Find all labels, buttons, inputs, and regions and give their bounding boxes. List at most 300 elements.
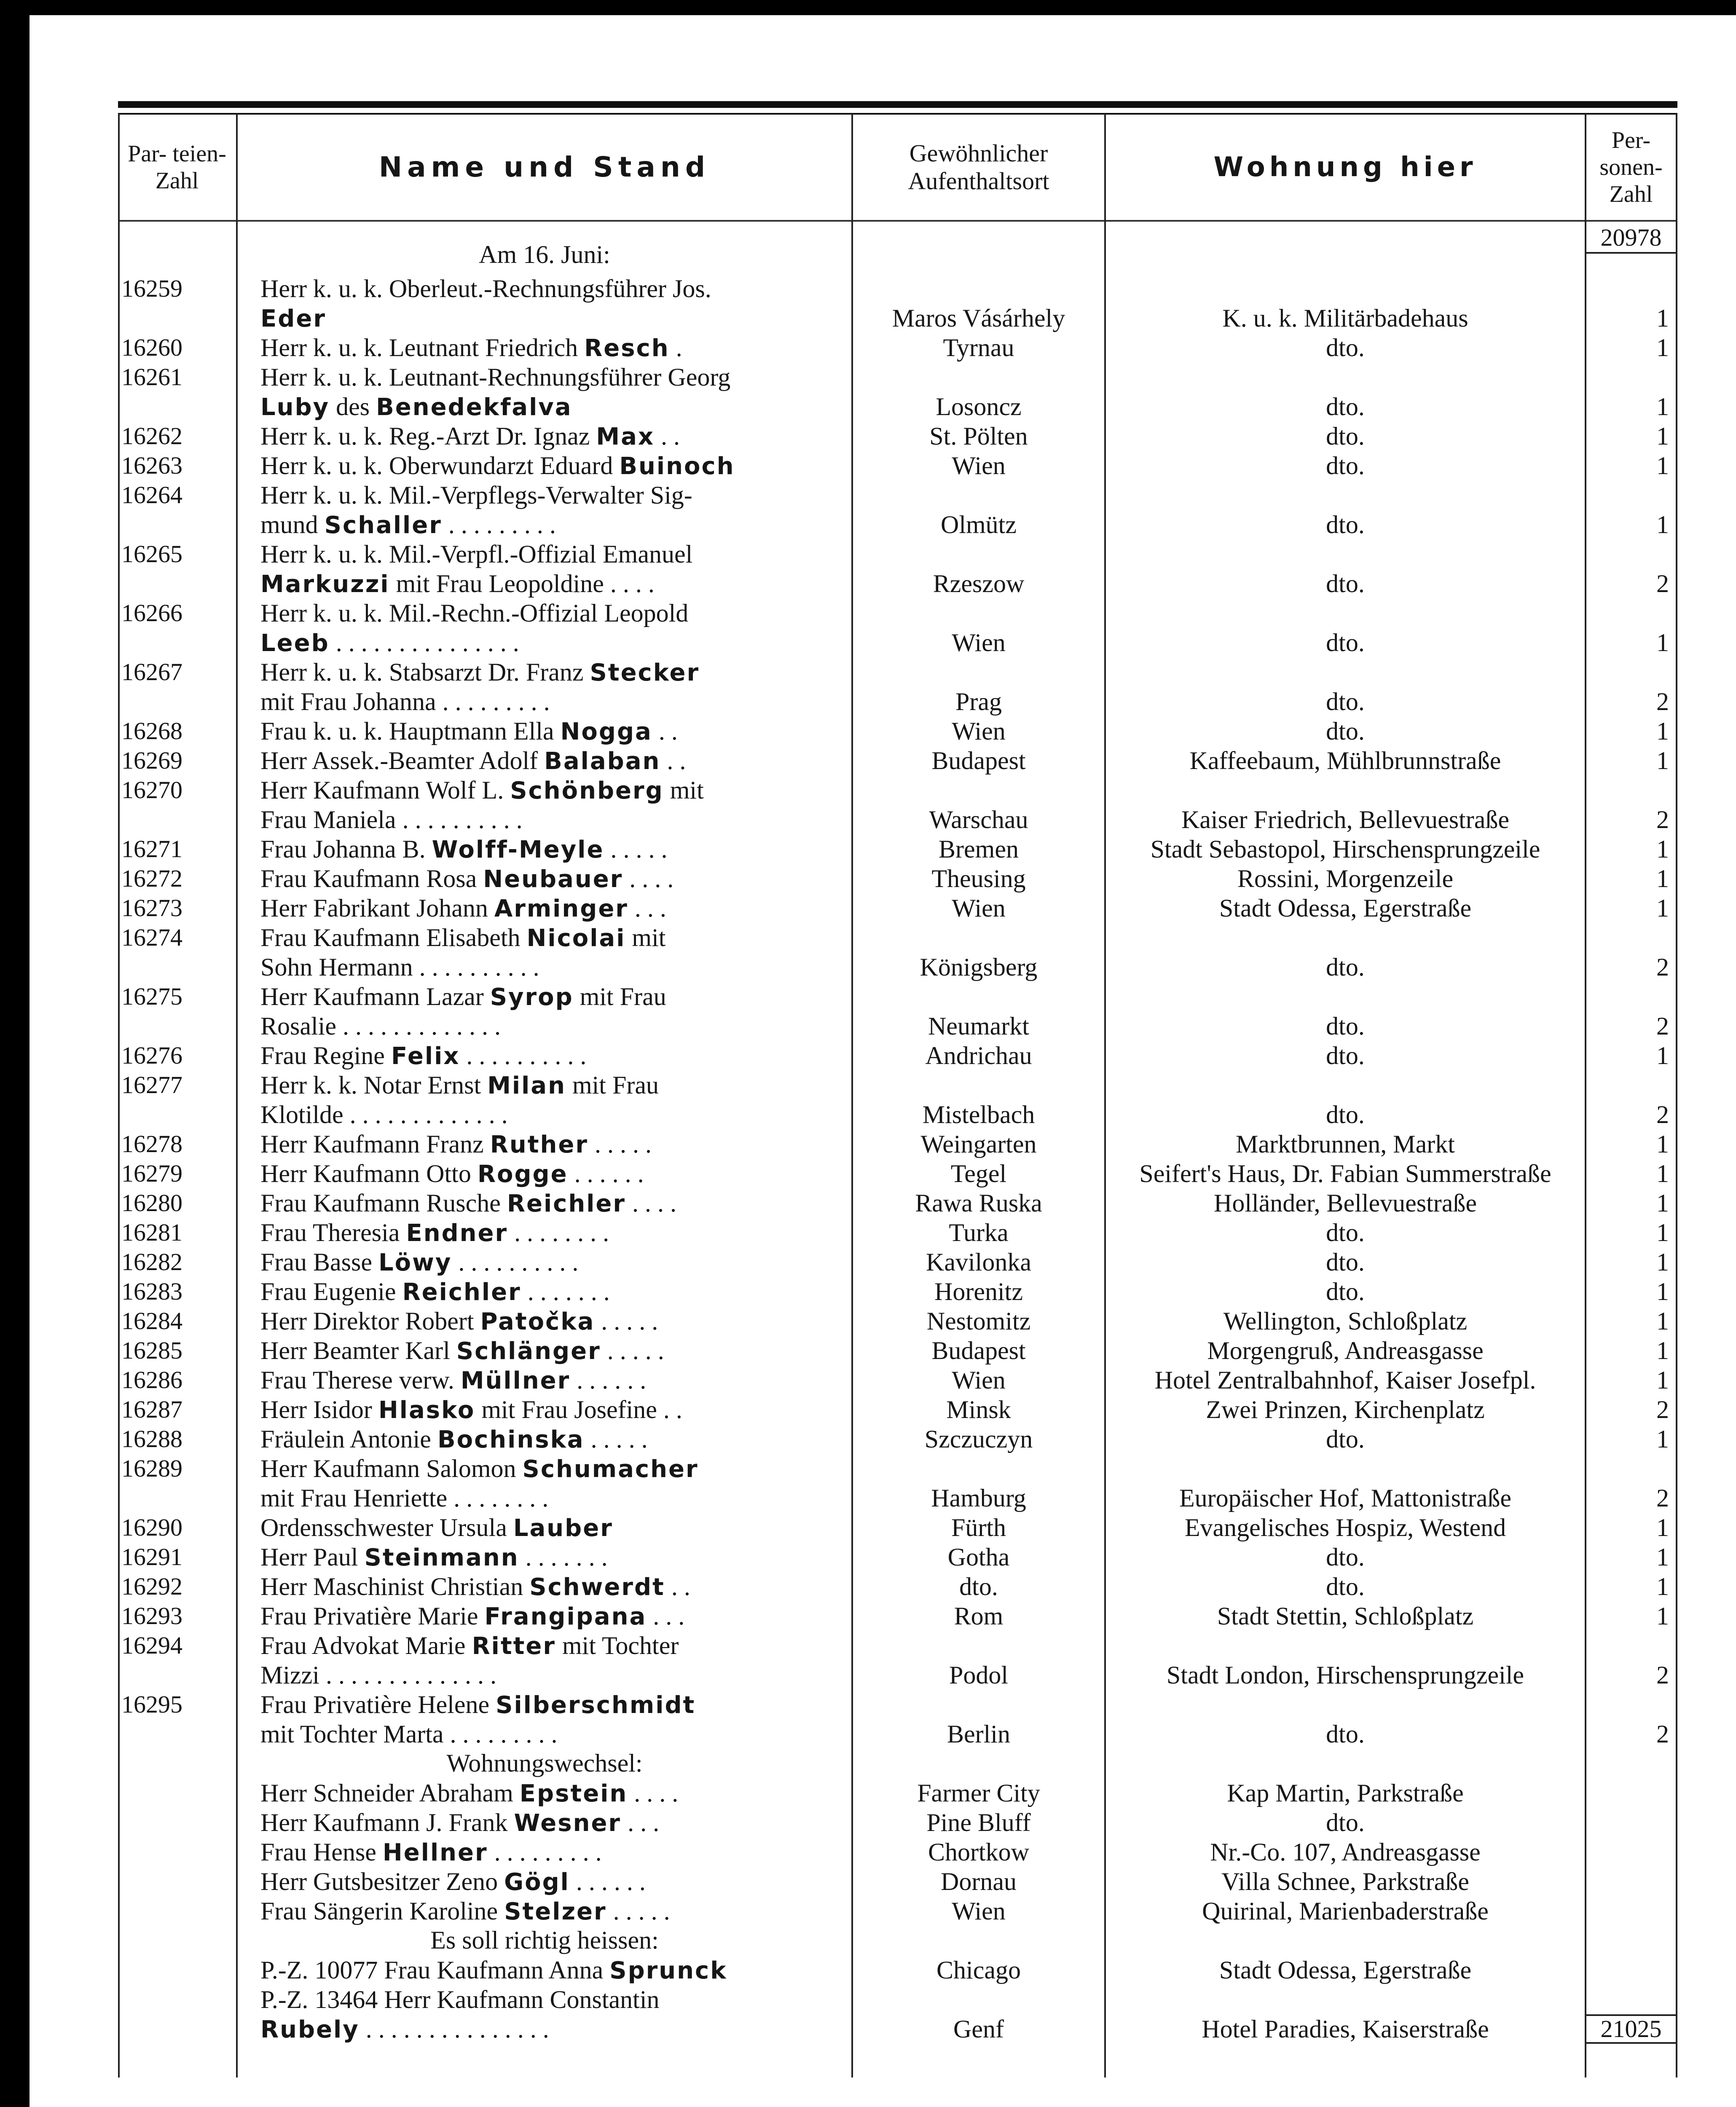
name-line: Klotilde . . . . . . . . . . . . . [260,1101,508,1129]
register-page [118,101,1677,2078]
origin: Wien [952,717,1006,745]
register-note [118,1778,1677,1808]
persons-count: 1 [1656,511,1669,539]
register-entry [118,1631,1677,1690]
party-number: 16294 [121,1632,182,1659]
persons-count: 1 [1656,1543,1669,1571]
origin: Olmütz [941,511,1017,539]
name-and-status [260,1896,846,1926]
party-number: 16282 [121,1248,182,1276]
name-line: Frau Therese verw. Müllner . . . . . . [260,1366,647,1394]
address: Villa Schnee, Parkstraße [1221,1868,1469,1895]
name-and-status [260,1247,846,1277]
name-line: Herr Fabrikant Johann Arminger . . . [260,894,666,922]
persons-count: 1 [1656,1278,1669,1305]
party-number: 16273 [121,894,182,922]
address: dto. [1326,953,1365,981]
name-and-status [260,333,846,362]
name-line: Mizzi . . . . . . . . . . . . . . [260,1661,496,1689]
name-and-status [260,1985,846,2044]
register-entry [118,421,1677,451]
corrections-heading: Es soll richtig heissen: [430,1926,659,1954]
surname: Wolff-Meyle [432,836,604,863]
party-number: 16279 [121,1160,182,1187]
address: Marktbrunnen, Markt [1236,1130,1455,1158]
surname: Balaban [544,748,661,775]
address: Stadt Stettin, Schloßplatz [1217,1602,1474,1630]
surname: Schaller [324,512,442,539]
surname: Luby [260,394,330,421]
surname: Stelzer [504,1898,607,1925]
name-and-status [260,1601,846,1631]
register-entry [118,1041,1677,1070]
address: Seifert's Haus, Dr. Fabian Summerstraße [1139,1160,1551,1188]
name-line: P.-Z. 13464 Herr Kaufmann Constantin [260,1986,660,2013]
name-line: Herr Kaufmann Franz Ruther . . . . . [260,1130,652,1158]
name-and-status [260,746,846,775]
origin: Tegel [950,1160,1007,1188]
name-line: Herr Kaufmann Salomon Schumacher [260,1455,699,1483]
address: dto. [1326,1248,1365,1276]
origin: Berlin [947,1720,1010,1748]
party-number: 16290 [121,1514,182,1541]
address: dto. [1326,1012,1365,1040]
register-entry [118,982,1677,1041]
address: Europäischer Hof, Mattonistraße [1179,1484,1512,1512]
address: Stadt London, Hirschensprungzeile [1166,1661,1524,1689]
persons-count: 1 [1656,835,1669,863]
name-line: Frau Eugenie Reichler . . . . . . . [260,1278,610,1306]
name-and-status [260,1188,846,1218]
name-line [260,303,846,333]
party-number: 16266 [121,599,182,627]
register-entry [118,480,1677,539]
address: Evangelisches Hospiz, Westend [1184,1514,1506,1541]
name-line: Frau Advokat Marie Ritter mit Tochter [260,1632,679,1660]
name-line: Markuzzi mit Frau Leopoldine . . . . [260,570,655,598]
name-and-status [260,1277,846,1306]
name-and-status [260,1837,846,1867]
origin: Bremen [939,835,1019,863]
name-line: Herr k. u. k. Reg.-Arzt Dr. Ignaz Max . . [260,422,680,450]
persons-count: 1 [1656,304,1669,332]
surname: Löwy [378,1249,452,1276]
address: dto. [1326,688,1365,716]
address: dto. [1326,717,1365,745]
party-number: 16281 [121,1219,182,1246]
origin: Theusing [931,865,1026,893]
surname: Arminger [494,895,628,922]
party-number: 16262 [121,422,182,450]
name-line: Herr Assek.-Beamter Adolf Balaban . . [260,747,686,775]
origin: Andrichau [925,1042,1032,1070]
address: Wellington, Schloßplatz [1223,1307,1468,1335]
persons-count: 1 [1656,334,1669,362]
name-and-status [260,1424,846,1454]
surname: Neubauer [483,866,623,893]
surname: Endner [406,1220,508,1247]
address: Hotel Zentralbahnhof, Kaiser Josefpl. [1154,1366,1536,1394]
name-and-status [260,864,846,893]
origin: Mistelbach [922,1101,1035,1129]
persons-count: 2 [1656,953,1669,981]
name-line: Frau Kaufmann Rosa Neubauer . . . . [260,865,674,893]
persons-count: 1 [1656,629,1669,657]
name-and-status [260,539,846,598]
surname: Sprunck [609,1957,727,1984]
name-and-status [260,421,846,451]
name-line: Herr Kaufmann Otto Rogge . . . . . . [260,1160,644,1188]
persons-count: 2 [1656,1012,1669,1040]
party-number: 16268 [121,717,182,745]
header-name: Name und Stand [378,151,711,183]
header-address: Wohnung hier [1213,152,1477,183]
origin: Budapest [931,1337,1026,1364]
address: Kaiser Friedrich, Bellevuestraße [1181,806,1510,834]
register-entry [118,834,1677,864]
name-line: Rosalie . . . . . . . . . . . . . [260,1012,501,1040]
register-entry [118,1424,1677,1454]
name-and-status [260,923,846,982]
surname: Eder [260,305,326,332]
name-and-status [260,1306,846,1336]
name-and-status [260,1513,846,1542]
address: dto. [1326,1042,1365,1070]
persons-count: 1 [1656,1189,1669,1217]
register-entry [118,539,1677,598]
surname: Gögl [504,1868,570,1896]
origin: Maros Vásárhely [892,304,1065,332]
origin: Budapest [931,747,1026,775]
origin: Warschau [929,806,1028,834]
register-note [118,1955,1677,1985]
date-heading: Am 16. Juni: [479,241,610,268]
register-entry [118,1159,1677,1188]
name-line: Frau Maniela . . . . . . . . . . [260,806,523,834]
address: dto. [1326,511,1365,539]
name-line: Frau Privatière Marie Frangipana . . . [260,1602,685,1630]
name-line: Frau k. u. k. Hauptmann Ella Nogga . . [260,717,678,745]
party-number: 16285 [121,1337,182,1364]
name-line: Herr Beamter Karl Schlänger . . . . . [260,1337,664,1365]
register-entry [118,1513,1677,1542]
surname: Ruther [490,1131,589,1158]
register-entry [118,362,1677,421]
address: dto. [1326,334,1365,362]
party-number: 16283 [121,1278,182,1305]
address: dto. [1326,393,1365,421]
persons-count: 1 [1656,1337,1669,1364]
address: Zwei Prinzen, Kirchenplatz [1206,1396,1485,1423]
name-and-status [260,1542,846,1572]
name-and-status [260,1218,846,1247]
name-line: mit Frau Johanna . . . . . . . . . [260,688,550,716]
surname: Max [596,423,655,450]
name-and-status [260,1808,846,1837]
name-line: Sohn Hermann . . . . . . . . . . [260,953,539,981]
origin: Farmer City [917,1779,1040,1807]
origin: Rawa Ruska [915,1189,1042,1217]
origin: Szczuczyn [924,1425,1033,1453]
persons-count: 2 [1656,688,1669,716]
address: dto. [1326,1720,1365,1748]
register-correction [118,1985,1677,2044]
top-rule-thin [118,113,1677,115]
party-number: 16276 [121,1042,182,1069]
surname: Stecker [590,659,700,686]
origin: Podol [949,1661,1009,1689]
persons-count: 1 [1656,894,1669,922]
address: dto. [1326,1425,1365,1453]
surname: Nogga [560,718,652,745]
address: dto. [1326,1809,1365,1836]
address: dto. [1326,1219,1365,1247]
party-number: 16286 [121,1366,182,1394]
party-number: 16271 [121,835,182,863]
origin: Königsberg [920,953,1038,981]
name-line: Frau Regine Felix . . . . . . . . . . [260,1042,587,1070]
surname: Schwerdt [529,1574,665,1601]
origin: Pine Bluff [926,1809,1031,1836]
origin: Turka [949,1219,1009,1247]
surname: Bochinska [437,1426,585,1453]
address: dto. [1326,422,1365,450]
name-line: Herr k. u. k. Leutnant-Rechnungsführer Georg [260,363,731,391]
top-rule-thick [118,101,1677,108]
party-number: 16259 [121,275,182,302]
persons-count: 2 [1656,1661,1669,1689]
party-number: 16295 [121,1691,182,1718]
surname: Rubely [260,2016,360,2043]
register-entry [118,451,1677,480]
name-line: Herr k. u. k. Mil.-Verpfl.-Offizial Emanuel [260,540,693,568]
address: Quirinal, Marienbaderstraße [1202,1897,1489,1925]
register-entry [118,1306,1677,1336]
surname: Hlasko [378,1397,475,1424]
register-entry [118,1365,1677,1395]
origin: Wien [952,1366,1006,1394]
origin: Wien [952,894,1006,922]
header-rule [118,220,1677,222]
surname: Müllner [460,1367,571,1394]
name-and-status [260,1336,846,1365]
register-entry [118,1129,1677,1159]
final-total: 21025 [1586,2014,1676,2044]
name-and-status [260,1041,846,1070]
name-line: Herr k. u. k. Leutnant Friedrich Resch . [260,334,682,362]
name-line: Frau Hense Hellner . . . . . . . . . [260,1838,602,1866]
persons-count: 1 [1656,1514,1669,1541]
name-and-status [260,982,846,1041]
surname: Resch [584,335,670,362]
header-persons: Per- sonen- Zahl [1599,127,1663,207]
origin: Minsk [946,1396,1011,1423]
name-and-status [260,1395,846,1424]
surname: Frangipana [484,1603,647,1630]
name-and-status [260,1365,846,1395]
name-and-status [260,274,846,333]
address: Kaffeebaum, Mühlbrunnstraße [1189,747,1501,775]
name-line: mit Frau Henriette . . . . . . . . [260,1484,549,1512]
header-party-number: Par- teien- Zahl [128,141,226,194]
register-entry [118,1572,1677,1601]
name-and-status [260,1690,846,1749]
party-number: 16288 [121,1425,182,1453]
name-and-status [260,480,846,539]
origin: Gotha [947,1543,1010,1571]
name-line: Frau Privatière Helene Silberschmidt [260,1691,696,1719]
address: Nr.-Co. 107, Andreasgasse [1210,1838,1481,1866]
origin: Wien [952,629,1006,657]
origin: Horenitz [934,1278,1023,1305]
address: dto. [1326,570,1365,598]
register-entry [118,1247,1677,1277]
name-line: Herr k. k. Notar Ernst Milan mit Frau [260,1071,659,1099]
origin: Weingarten [920,1130,1037,1158]
name-line: Herr Paul Steinmann . . . . . . . [260,1543,608,1571]
address: Kap Martin, Parkstraße [1227,1779,1464,1807]
name-line: Herr k. u. k. Oberwundarzt Eduard Buinoch [260,452,735,480]
origin: Neumarkt [928,1012,1029,1040]
register-entry [118,746,1677,775]
persons-count: 2 [1656,1396,1669,1423]
party-number: 16260 [121,334,182,361]
register-entry [118,716,1677,746]
name-line: Herr Gutsbesitzer Zeno Gögl . . . . . . [260,1868,646,1896]
surname: Syrop [490,984,574,1011]
running-total: 20978 [1586,224,1676,254]
name-line: Rubely . . . . . . . . . . . . . . . [260,2015,549,2043]
party-number: 16278 [121,1130,182,1158]
address: Holländer, Bellevuestraße [1213,1189,1477,1217]
surname: Patočka [480,1308,595,1335]
persons-count: 1 [1656,1425,1669,1453]
name-line: Herr k. u. k. Mil.-Rechn.-Offizial Leopold [260,599,689,627]
name-line: Frau Theresia Endner . . . . . . . . [260,1219,609,1247]
name-and-status [260,834,846,864]
origin: Wien [952,452,1006,480]
name-line: Herr k. u. k. Oberleut.-Rechnungsführer Jos. [260,275,711,303]
origin: Genf [953,2015,1004,2043]
surname: Schumacher [522,1456,699,1483]
origin: Chortkow [928,1838,1029,1866]
name-line: Herr k. u. k. Stabsarzt Dr. Franz Stecker [260,658,700,686]
party-number: 16284 [121,1307,182,1335]
register-entry [118,1188,1677,1218]
address: dto. [1326,452,1365,480]
header-origin: Gewöhnlicher Aufenthaltsort [908,139,1049,195]
name-and-status [260,1159,846,1188]
name-and-status [260,451,846,480]
persons-count: 1 [1656,1573,1669,1600]
register-note [118,1867,1677,1896]
name-line: Herr Kaufmann Lazar Syrop mit Frau [260,983,666,1011]
persons-count: 2 [1656,1101,1669,1129]
surname: Buinoch [619,453,735,480]
party-number: 16270 [121,776,182,804]
register-entry [118,1277,1677,1306]
origin: dto. [959,1573,998,1600]
origin: Rom [954,1602,1003,1630]
scan-edge-top [0,0,1736,15]
name-and-status [260,1070,846,1129]
register-entry [118,274,1677,333]
surname: Markuzzi [260,571,390,598]
surname: Benedekfalva [376,394,572,421]
name-and-status [260,657,846,716]
party-number: 16269 [121,747,182,774]
party-number: 16275 [121,983,182,1010]
address: K. u. k. Militärbadehaus [1222,304,1468,332]
name-line: mund Schaller . . . . . . . . . [260,511,556,539]
party-number: 16280 [121,1189,182,1217]
persons-count: 2 [1656,1720,1669,1748]
party-number: 16261 [121,363,182,391]
address: Stadt Sebastopol, Hirschensprungzeile [1150,835,1540,863]
persons-count: 1 [1656,393,1669,421]
origin: Rzeszow [933,570,1025,598]
register-entry [118,1395,1677,1424]
register-entry [118,1454,1677,1513]
name-line: P.-Z. 10077 Frau Kaufmann Anna Sprunck [260,1956,727,1984]
name-and-status [260,775,846,834]
persons-count: 1 [1656,717,1669,745]
name-and-status [260,1867,846,1896]
surname: Steinmann [364,1544,519,1571]
name-line: Herr k. u. k. Mil.-Verpflegs-Verwalter Sig- [260,481,692,509]
name-and-status [260,1129,846,1159]
address: Morgengruß, Andreasgasse [1207,1337,1484,1364]
party-number: 16277 [121,1071,182,1099]
surname: Lauber [513,1515,613,1542]
register-entry [118,893,1677,923]
surname: Schlänger [456,1338,601,1365]
register-entry [118,1218,1677,1247]
address: dto. [1326,629,1365,657]
surname: Epstein [519,1780,628,1807]
name-line: Luby des Benedekfalva [260,393,572,421]
persons-count: 1 [1656,1160,1669,1188]
name-and-status [260,1955,846,1985]
origin: Tyrnau [943,334,1014,362]
register-entry [118,1336,1677,1365]
register-entry [118,775,1677,834]
name-line: mit Tochter Marta . . . . . . . . . [260,1720,558,1748]
name-line: Frau Kaufmann Elisabeth Nicolai mit [260,924,666,952]
register-note [118,1896,1677,1926]
address: dto. [1326,1278,1365,1305]
origin: Wien [952,1897,1006,1925]
persons-count: 1 [1656,865,1669,893]
origin: Prag [955,688,1002,716]
party-number: 16289 [121,1455,182,1482]
origin: Losoncz [936,393,1022,421]
register-entry [118,333,1677,362]
name-line: Herr Direktor Robert Patočka . . . . . [260,1307,658,1335]
name-and-status [260,598,846,657]
name-and-status [260,1572,846,1601]
name-line: Herr Schneider Abraham Epstein . . . . [260,1779,679,1807]
moves-heading: Wohnungswechsel: [446,1749,643,1777]
name-and-status [260,716,846,746]
persons-count: 1 [1656,1307,1669,1335]
persons-count: 1 [1656,747,1669,775]
surname: Wesner [514,1809,622,1837]
origin: St. Pölten [929,422,1028,450]
persons-count: 2 [1656,1484,1669,1512]
surname: Reichler [402,1279,521,1306]
register-entry [118,1070,1677,1129]
